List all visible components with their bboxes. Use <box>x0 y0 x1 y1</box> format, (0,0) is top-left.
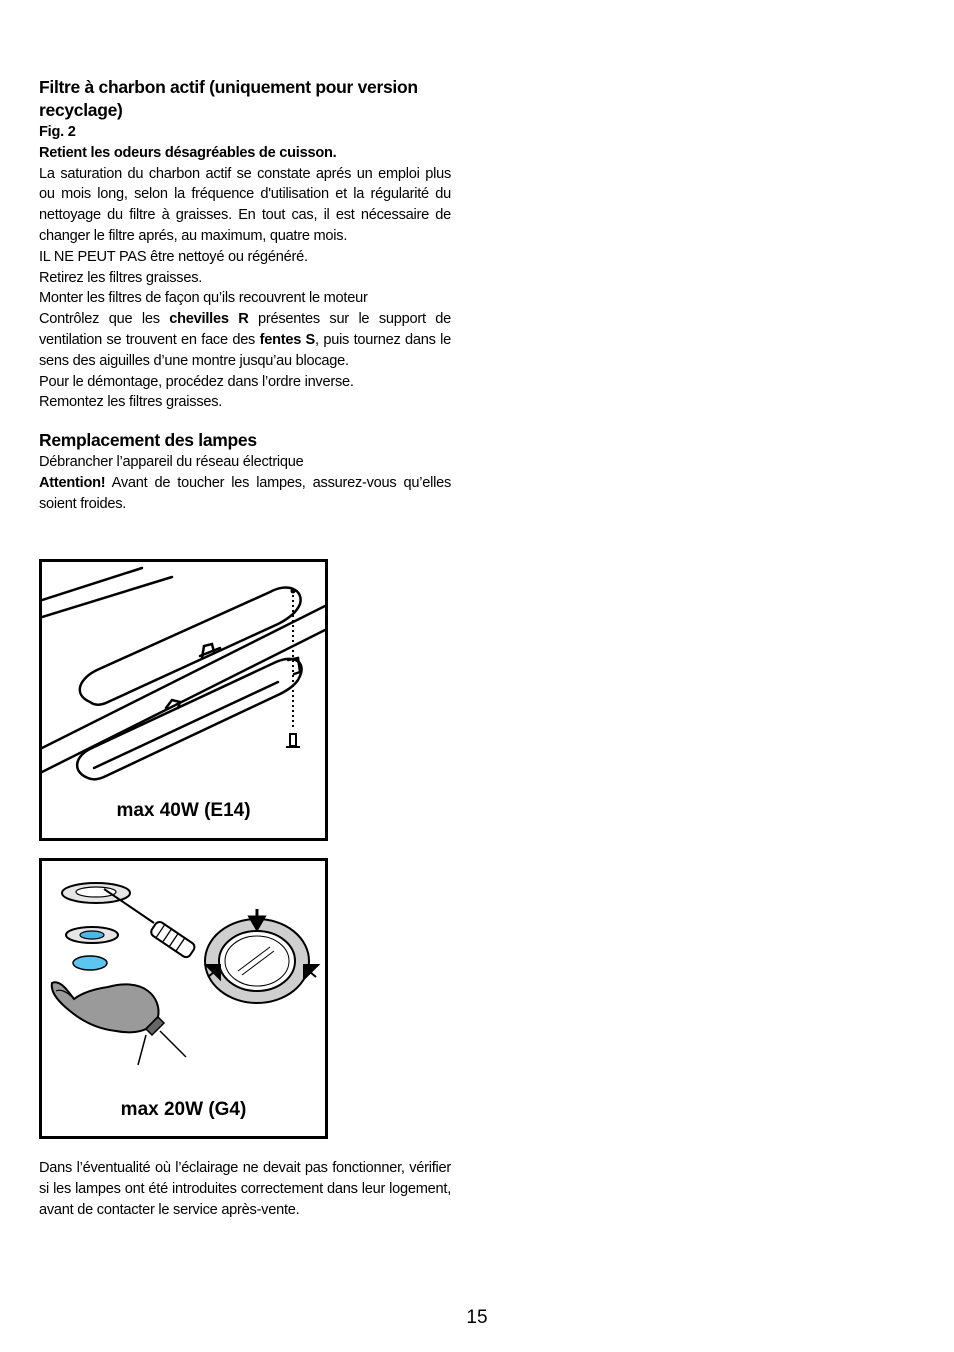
check-pegs-paragraph: Contrôlez que les chevilles R présentes sur le support de ventilation se trouvent en face des fentes S, puis tournez dans le sens des aiguilles d’une montre jusqu’au blocage. <box>39 311 451 369</box>
page-number: 15 <box>466 1307 488 1328</box>
g4-caption: max 20W (G4) <box>120 1099 247 1120</box>
refit-filters-line: Remontez les filtres graisses. <box>39 394 223 411</box>
saturation-paragraph: La saturation du charbon actif se constate aprés un emploi plus ou mois long, selon la fréquence d'utilisation et la régularité du nettoyage du filtre à graisses. En tout cas, il est nécessaire de changer le filtre aprés, au maximum, quatre mois. <box>39 165 451 244</box>
slots-s-label: fentes S <box>259 331 316 348</box>
attention-label: Attention! <box>39 474 106 491</box>
e14-caption: max 40W (E14) <box>116 800 251 821</box>
attention-paragraph: Attention! Avant de toucher les lampes, assurez-vous qu’elles soient froides. <box>39 474 451 512</box>
section-subtitle: Retient les odeurs désagréables de cuisson. <box>39 144 337 161</box>
no-clean-line: IL NE PEUT PAS être nettoyé ou régénéré. <box>39 248 308 265</box>
section-title-lamps: Remplacement des lampes <box>39 430 257 451</box>
pegs-r-label: chevilles R <box>169 311 249 328</box>
figure-g4-lamp <box>39 858 328 1139</box>
troubleshooting-paragraph: Dans l’éventualité où l’éclairage ne devait pas fonctionner, vérifier si les lampes ont été introduites correctement dans leur logement, avant de contacter le service après-vente. <box>39 1160 451 1218</box>
e14-lamp-illustration <box>42 562 325 838</box>
g4-lamp-illustration <box>42 861 325 1136</box>
unplug-line: Débrancher l’appareil du réseau électrique <box>39 454 304 471</box>
remove-filters-line: Retirez les filtres graisses. <box>39 269 203 286</box>
figure-e14-lamp <box>39 559 328 841</box>
section-title-charcoal-filter: Filtre à charbon actif (uniquement pour version recyclage) <box>39 77 418 120</box>
main-text-column <box>39 76 451 515</box>
figure-reference: Fig. 2 <box>39 124 76 140</box>
disassembly-line: Pour le démontage, procédez dans l’ordre inverse. <box>39 373 354 390</box>
mount-filters-line: Monter les filtres de façon qu’ils recouvrent le moteur <box>39 290 368 307</box>
